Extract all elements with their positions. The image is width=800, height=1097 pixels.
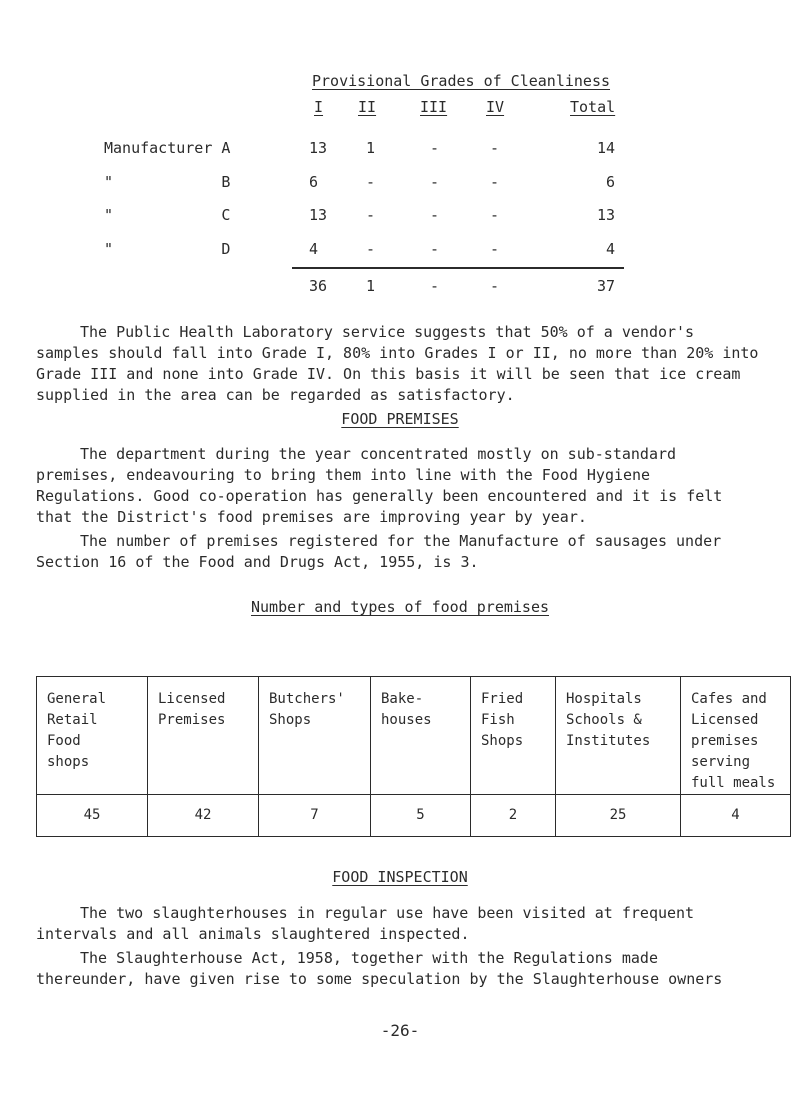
premises-type-cell: Fried Fish Shops xyxy=(471,677,556,795)
cell-grade-1: 13 xyxy=(309,139,328,157)
premises-count-cell: 45 xyxy=(37,795,148,837)
grades-row-b xyxy=(0,173,800,195)
cell-total: 14 xyxy=(597,139,616,157)
premises-type-cell: Butchers' Shops xyxy=(259,677,371,795)
premises-table-title: Number and types of food premises xyxy=(250,598,549,616)
food-premises-paragraph-1: The department during the year concentrated mostly on sub-standard premises, endeavouring to bring them into line with the Food Hygiene Regulations. Good co-operation has generally been encountered and it is felt that the District's food premises are improving year by year. xyxy=(36,445,723,526)
premises-count-row xyxy=(37,795,791,837)
grades-row-c xyxy=(0,206,800,228)
food-premises-paragraph-2: The number of premises registered for the Manufacture of sausages under Section 16 of the Food and Drugs Act, 1955, is 3. xyxy=(36,532,722,571)
premises-count-cell: 2 xyxy=(471,795,556,837)
premises-header-row xyxy=(37,677,791,795)
grades-row-a xyxy=(0,139,800,161)
cell-grade-4: - xyxy=(490,206,500,224)
page-number: -26- xyxy=(380,1021,420,1040)
total-overall: 37 xyxy=(597,277,616,295)
cell-grade-3: - xyxy=(430,173,440,191)
grade-col-3: III xyxy=(420,98,448,116)
totals-rule xyxy=(292,267,624,269)
grade-col-4: IV xyxy=(486,98,505,116)
premises-count-cell: 4 xyxy=(681,795,791,837)
cell-grade-2: - xyxy=(366,173,376,191)
grades-totals-row xyxy=(0,277,800,299)
food-inspection-heading: FOOD INSPECTION xyxy=(332,868,468,886)
grades-row-d xyxy=(0,240,800,262)
premises-type-cell: Licensed Premises xyxy=(148,677,259,795)
row-label: " B xyxy=(104,173,231,191)
total-grade-1: 36 xyxy=(309,277,328,295)
cell-total: 6 xyxy=(606,173,616,191)
cell-total: 4 xyxy=(606,240,616,258)
premises-count-cell: 7 xyxy=(259,795,371,837)
premises-count-cell: 25 xyxy=(556,795,681,837)
row-label: " C xyxy=(104,206,231,224)
premises-count-cell: 42 xyxy=(148,795,259,837)
cell-total: 13 xyxy=(597,206,616,224)
cell-grade-3: - xyxy=(430,139,440,157)
premises-type-cell: General Retail Food shops xyxy=(37,677,148,795)
cell-grade-2: - xyxy=(366,206,376,224)
food-inspection-paragraph-1: The two slaughterhouses in regular use have been visited at frequent intervals and all animals slaughtered inspected. xyxy=(36,904,695,943)
food-premises-heading: FOOD PREMISES xyxy=(341,410,459,428)
grades-header-row xyxy=(0,98,800,120)
cell-grade-3: - xyxy=(430,240,440,258)
food-inspection-paragraph-2: The Slaughterhouse Act, 1958, together with the Regulations made thereunder, have given rise to some speculation by the Slaughterhouse owners xyxy=(36,949,723,988)
total-grade-4: - xyxy=(490,277,500,295)
cell-grade-3: - xyxy=(430,206,440,224)
row-label: Manufacturer A xyxy=(104,139,231,157)
cell-grade-4: - xyxy=(490,139,500,157)
cell-grade-4: - xyxy=(490,173,500,191)
row-label: " D xyxy=(104,240,231,258)
premises-type-cell: Bake-houses xyxy=(371,677,471,795)
total-grade-3: - xyxy=(430,277,440,295)
premises-count-cell: 5 xyxy=(371,795,471,837)
standards-paragraph: The Public Health Laboratory service suggests that 50% of a vendor's samples should fall into Grade I, 80% into Grades I or II, no more than 20% into Grade III and none into Grade IV. On this basis it will be seen that ice cream supplied in the area can be regarded as satisfactory. xyxy=(36,323,759,404)
cell-grade-2: - xyxy=(366,240,376,258)
cell-grade-1: 4 xyxy=(309,240,319,258)
grade-col-1: I xyxy=(314,98,324,116)
premises-type-cell: Cafes and Licensed premises serving full meals xyxy=(681,677,791,795)
cell-grade-2: 1 xyxy=(366,139,376,157)
grade-col-total: Total xyxy=(570,98,616,116)
grade-col-2: II xyxy=(358,98,377,116)
premises-table xyxy=(36,676,791,837)
cell-grade-1: 13 xyxy=(309,206,328,224)
cell-grade-4: - xyxy=(490,240,500,258)
cell-grade-1: 6 xyxy=(309,173,319,191)
premises-type-cell: Hospitals Schools & Institutes xyxy=(556,677,681,795)
grades-table-title: Provisional Grades of Cleanliness xyxy=(312,72,611,90)
total-grade-2: 1 xyxy=(366,277,376,295)
